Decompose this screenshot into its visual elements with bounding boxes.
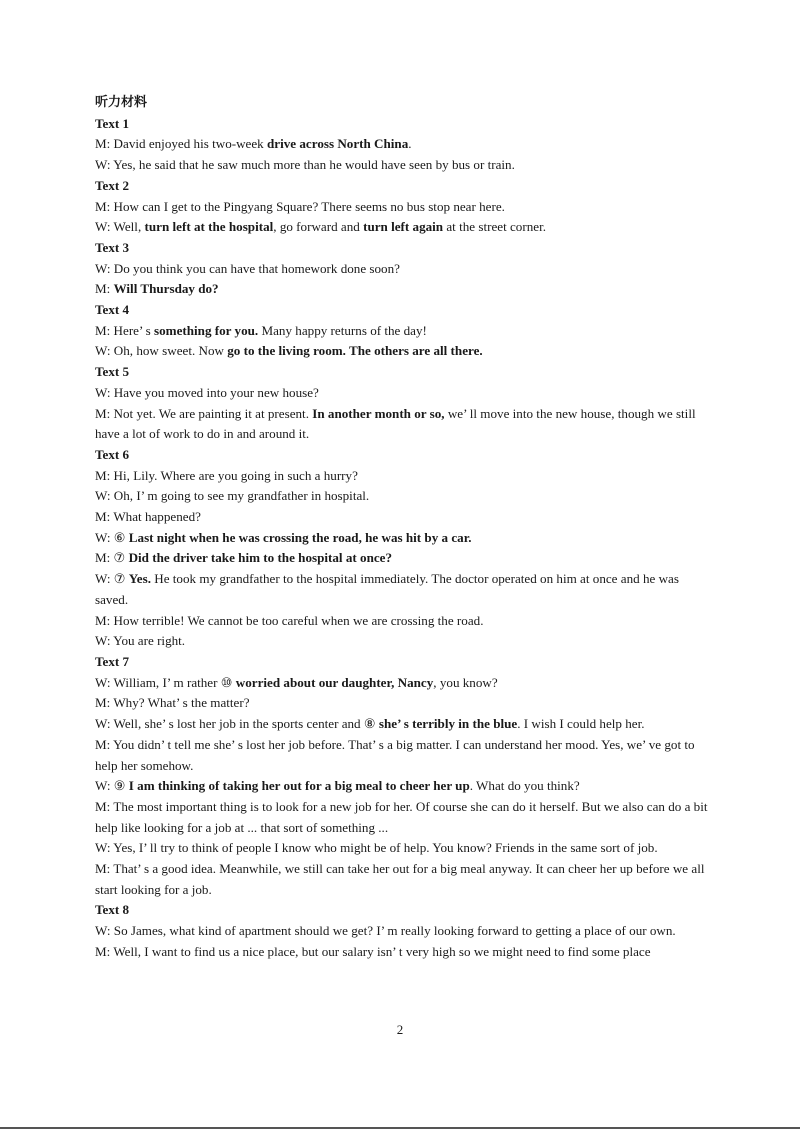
dialogue-line	[95, 486, 710, 507]
line-text: W: ⑦	[95, 571, 129, 587]
line-text: Many happy returns of the day!	[258, 322, 427, 338]
line-text: W: Do you think you can have that homework done soon?	[95, 260, 400, 276]
scan-edge-line	[0, 1127, 800, 1129]
dialogue-line	[95, 673, 710, 694]
line-text: M: What happened?	[95, 509, 201, 525]
section-heading: Text 7	[95, 653, 130, 669]
key-phrase: Did the driver take him to the hospital at once?	[128, 550, 393, 566]
dialogue-line	[95, 942, 710, 963]
line-text: M: How can I get to the Pingyang Square? There seems no bus stop near here.	[95, 198, 505, 214]
section-heading: Text 8	[95, 902, 130, 918]
line-text: He took my grandfather to the hospital immediately. The doctor operated on him at once and he was saved.	[95, 571, 679, 607]
section-heading: Text 4	[95, 302, 130, 318]
dialogue-line	[95, 735, 710, 776]
dialogue-line	[95, 548, 710, 569]
dialogue-line	[95, 134, 710, 155]
line-text: W: Well, she’ s lost her job in the sports center and ⑧	[95, 716, 379, 732]
dialogue-line	[95, 528, 710, 549]
dialogue-line	[95, 693, 710, 714]
line-text: W: ⑨	[95, 778, 129, 794]
line-text: M: How terrible! We cannot be too careful when we are crossing the road.	[95, 612, 484, 628]
key-phrase: I am thinking of taking her out for a big meal to cheer her up	[128, 778, 470, 794]
dialogue-line	[95, 838, 710, 859]
line-text: . I wish I could help her.	[517, 716, 645, 732]
line-text: M: Here’ s	[95, 322, 155, 338]
line-text: . What do you think?	[469, 778, 580, 794]
section-heading: Text 2	[95, 177, 130, 193]
section-heading: Text 5	[95, 364, 130, 380]
section-heading: Text 3	[95, 239, 130, 255]
line-text: M:	[95, 281, 114, 297]
line-text: .	[408, 136, 412, 152]
line-text: M: Not yet. We are painting it at present.	[95, 405, 313, 421]
key-phrase: Last night when he was crossing the road, he was hit by a car.	[128, 529, 472, 545]
page-title: 听力材料	[95, 95, 148, 110]
line-text: M: Hi, Lily. Where are you going in such a hurry?	[95, 467, 358, 483]
line-text: M: Well, I want to find us a nice place, but our salary isn’ t very high so we might need to find some place	[95, 943, 651, 959]
line-text: we’ ll move into the new house, though we still have a lot of work to do in and around it.	[95, 405, 696, 442]
line-text: W: So James, what kind of apartment should we get? I’ m really looking forward to getting a place of our own.	[95, 923, 676, 939]
line-text: at the street corner.	[443, 219, 546, 235]
dialogue-line	[95, 507, 710, 528]
dialogue-line	[95, 466, 710, 487]
dialogue-line	[95, 341, 710, 362]
dialogue-line	[95, 611, 710, 632]
key-phrase: something for you.	[154, 322, 259, 338]
line-text: W: Yes, he said that he saw much more than he would have seen by bus or train.	[95, 157, 515, 173]
line-text: W: Oh, I’ m going to see my grandfather in hospital.	[95, 488, 370, 504]
line-text: W: ⑥	[95, 529, 129, 545]
line-text: W: Well,	[95, 219, 145, 235]
line-text: W: You are right.	[95, 633, 186, 649]
section-heading: Text 1	[95, 115, 130, 131]
dialogue-line	[95, 797, 710, 838]
dialogue-line	[95, 776, 710, 797]
section-heading: Text 6	[95, 446, 130, 462]
dialogue-line	[95, 321, 710, 342]
line-text: M: ⑦	[95, 550, 129, 566]
dialogue-line	[95, 259, 710, 280]
transcript-body	[95, 93, 710, 963]
dialogue-line	[95, 197, 710, 218]
dialogue-line	[95, 217, 710, 238]
line-text: W: Oh, how sweet. Now	[95, 343, 228, 359]
dialogue-line	[95, 155, 710, 176]
dialogue-line	[95, 569, 710, 610]
line-text: M: The most important thing is to look for a new job for her. Of course she can do it herself. But we also can do a bit help like looking for a job at ... that sort of something ...	[95, 798, 708, 835]
line-text: M: Why? What’ s the matter?	[95, 695, 250, 711]
dialogue-line	[95, 859, 710, 900]
key-phrase: drive across North China	[267, 136, 409, 152]
key-phrase: go to the living room. The others are all there.	[227, 343, 483, 359]
key-phrase: she’ s terribly in the blue	[378, 716, 518, 732]
key-phrase: turn left again	[363, 219, 444, 235]
key-phrase: Will Thursday do?	[113, 281, 219, 297]
key-phrase: In another month or so,	[312, 405, 445, 421]
line-text: M: David enjoyed his two-week	[95, 136, 268, 152]
line-text: W: Have you moved into your new house?	[95, 384, 319, 400]
line-text: , go forward and	[273, 219, 364, 235]
dialogue-line	[95, 921, 710, 942]
line-text: M: That’ s a good idea. Meanwhile, we still can take her out for a big meal anyway. It can cheer her up before we all start looking for a job.	[95, 861, 705, 897]
line-text: W: William, I’ m rather ⑩	[95, 674, 236, 690]
key-phrase: worried about our daughter, Nancy	[235, 674, 434, 690]
dialogue-line	[95, 404, 710, 445]
key-phrase: turn left at the hospital	[144, 219, 274, 235]
line-text: M: You didn’ t tell me she’ s lost her job before. That’ s a big matter. I can understand her mood. Yes, we’ ve got to help her somehow.	[95, 736, 695, 773]
line-text: W: Yes, I’ ll try to think of people I know who might be of help. You know? Friends in the same sort of job.	[95, 840, 658, 856]
dialogue-line	[95, 714, 710, 735]
key-phrase: Yes.	[128, 571, 151, 587]
dialogue-line	[95, 383, 710, 404]
dialogue-line	[95, 279, 710, 300]
line-text: , you know?	[433, 674, 498, 690]
page-number: 2	[396, 1022, 404, 1037]
dialogue-line	[95, 631, 710, 652]
